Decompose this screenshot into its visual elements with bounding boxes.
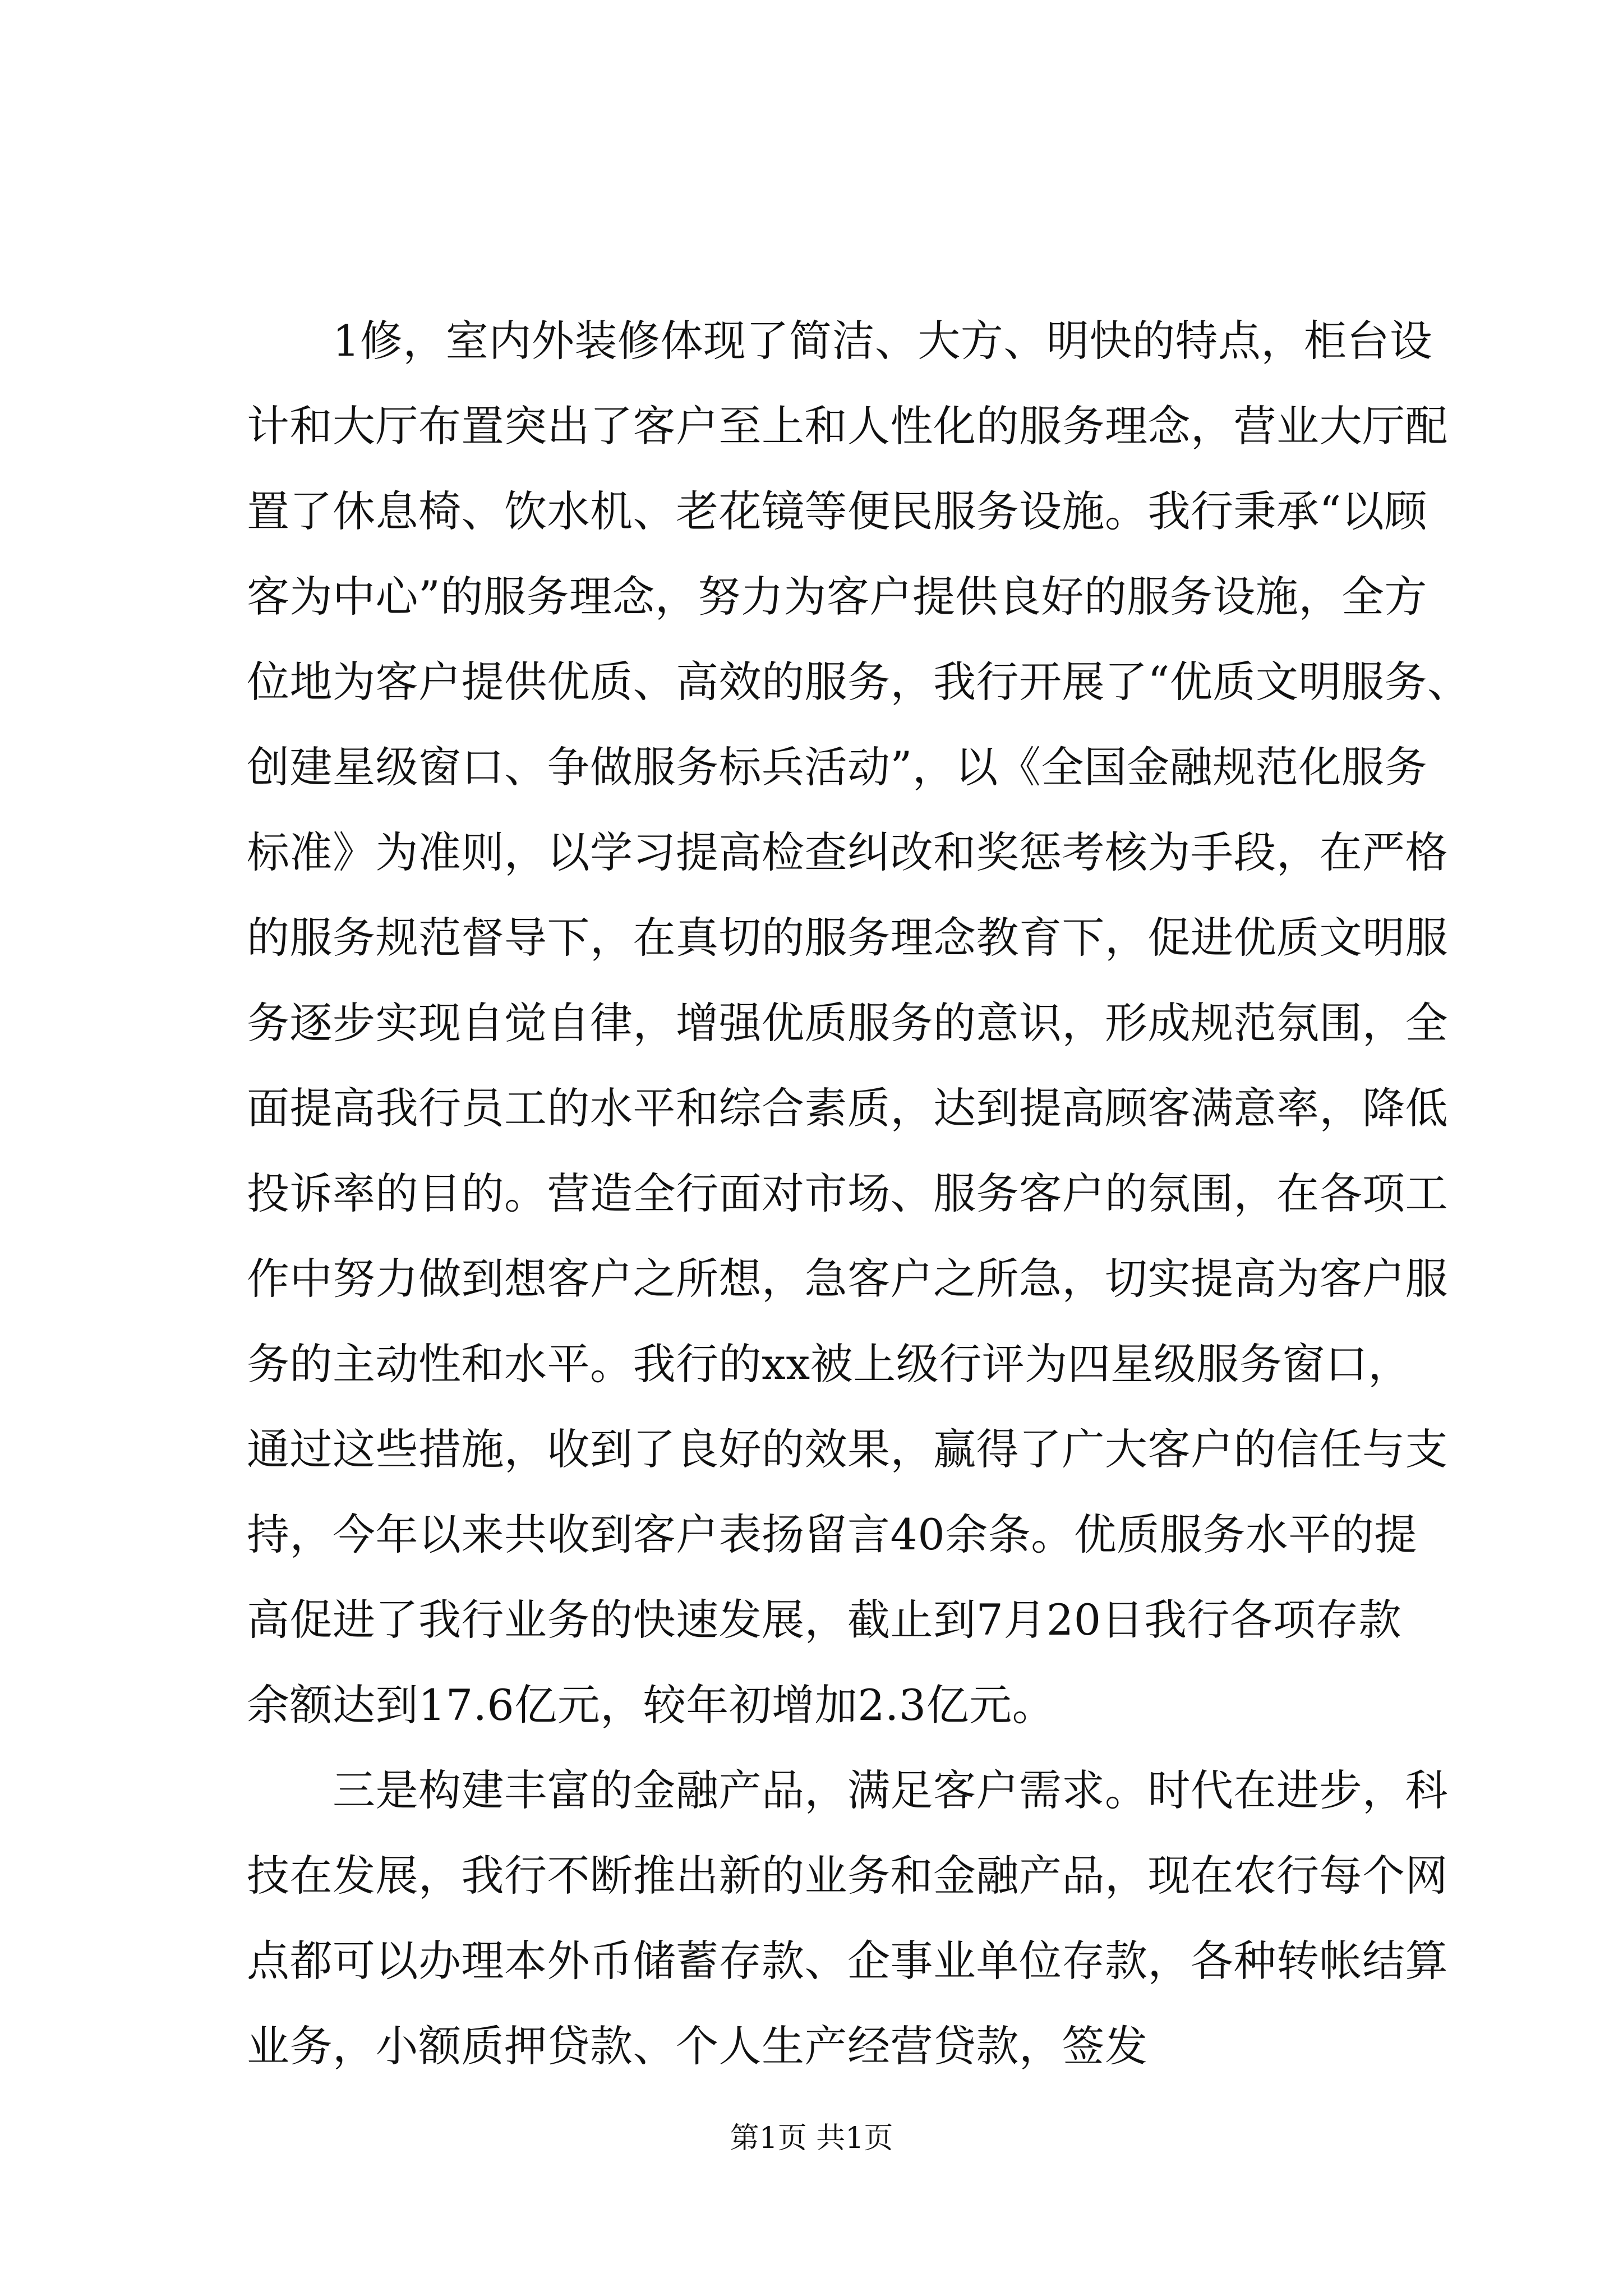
text-line: 客为中心”的服务理念，努力为客户提供良好的服务设施，全方 (247, 572, 1427, 622)
text-line: 创建星级窗口、争做服务标兵活动”，以《全国金融规范化服务 (247, 742, 1427, 792)
text-line: 投诉率的目的。营造全行面对市场、服务客户的氛围，在各项工 (247, 1168, 1448, 1218)
body-text (247, 298, 1470, 2089)
page-number-label: 第1页 共1页 (730, 2122, 893, 2155)
text-line: 的服务规范督导下，在真切的服务理念教育下，促进优质文明服 (247, 913, 1448, 963)
text-line: 三是构建丰富的金融产品，满足客户需求。时代在进步，科 (247, 1765, 1448, 1815)
text-line: 余额达到17.6亿元，较年初增加2.3亿元。 (247, 1680, 1055, 1730)
page-footer (0, 2116, 1623, 2161)
text-line: 通过这些措施，收到了良好的效果，赢得了广大客户的信任与支 (247, 1424, 1448, 1474)
text-line: 点都可以办理本外币储蓄存款、企事业单位存款，各种转帐结算 (247, 1936, 1448, 1986)
text-line: 置了休息椅、饮水机、老花镜等便民服务设施。我行秉承“以顾 (247, 486, 1427, 536)
text-line: 务逐步实现自觉自律，增强优质服务的意识，形成规范氛围，全 (247, 998, 1448, 1048)
text-line: 位地为客户提供优质、高效的服务，我行开展了“优质文明服务、 (247, 657, 1470, 707)
text-line: 1修，室内外装修体现了简洁、大方、明快的特点，柜台设 (247, 316, 1433, 366)
text-line: 务的主动性和水平。我行的xx被上级行评为四星级服务窗口， (247, 1339, 1411, 1389)
text-line: 作中努力做到想客户之所想，急客户之所急，切实提高为客户服 (247, 1254, 1448, 1304)
text-line: 技在发展，我行不断推出新的业务和金融产品，现在农行每个网 (247, 1851, 1448, 1901)
text-line: 持，今年以来共收到客户表扬留言40余条。优质服务水平的提 (247, 1510, 1417, 1559)
text-line: 标准》为准则，以学习提高检查纠改和奖惩考核为手段，在严格 (247, 827, 1448, 877)
text-line: 业务，小额质押贷款、个人生产经营贷款，签发 (247, 2021, 1148, 2071)
text-line: 计和大厅布置突出了客户至上和人性化的服务理念，营业大厅配 (247, 401, 1448, 451)
text-line: 面提高我行员工的水平和综合素质，达到提高顾客满意率，降低 (247, 1083, 1448, 1133)
text-line: 高促进了我行业务的快速发展，截止到7月20日我行各项存款 (247, 1595, 1402, 1645)
